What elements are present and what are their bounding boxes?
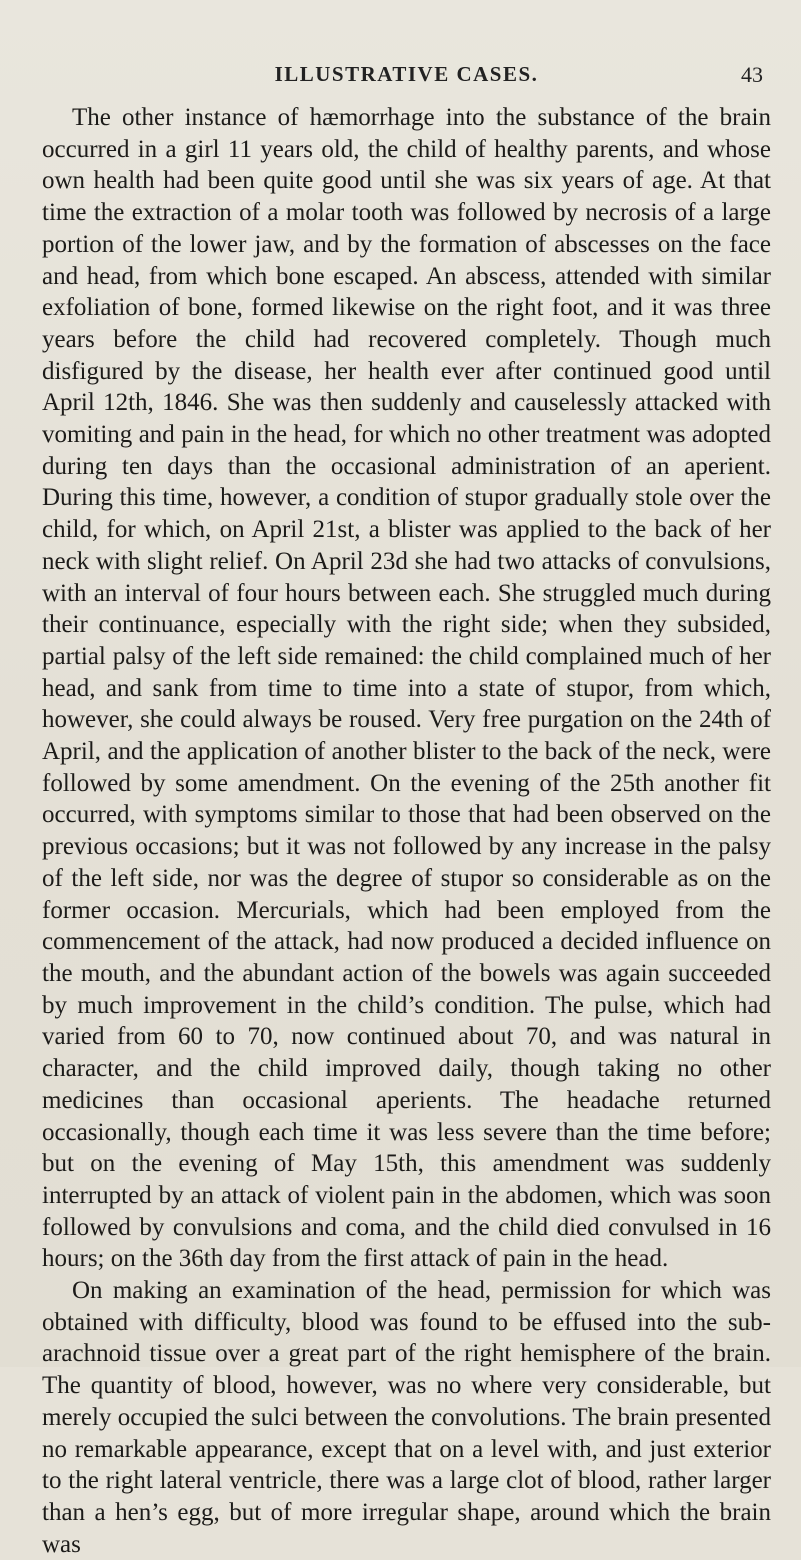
- running-title: ILLUSTRATIVE CASES.: [274, 62, 539, 86]
- body-text: [42, 102, 771, 1560]
- paragraph-case-history: The other instance of hæmorrhage into the substance of the brain occurred in a girl 11 years old, the child of healthy parents, and whose own health had been quite good until she was six years of age. At that time the extraction of a molar tooth was followed by necrosis of a large portion of the lower jaw, and by the formation of abscesses on the face and head, from which bone escaped. An abscess, attended with similar exfoliation of bone, formed likewise on the right foot, and it was three years before the child had recovered completely. Though much disfigured by the disease, her health ever after continued good until April 12th, 1846. She was then suddenly and causelessly attacked with vomiting and pain in the head, for which no other treatment was adopted during ten days than the occasional administration of an aperient. During this time, however, a condition of stupor gradually stole over the child, for which, on April 21st, a blister was applied to the back of her neck with slight relief. On April 23d she had two attacks of convulsions, with an interval of four hours between each. She struggled much during their continuance, especially with the right side; when they subsided, partial palsy of the left side remained: the child complained much of her head, and sank from time to time into a state of stupor, from which, however, she could always be roused. Very free purgation on the 24th of April, and the application of another blister to the back of the neck, were followed by some amendment. On the evening of the 25th another fit occurred, with symptoms similar to those that had been observed on the previous occasions; but it was not followed by any increase in the palsy of the left side, nor was the degree of stupor so considerable as on the former occasion. Mercurials, which had been employed from the commencement of the attack, had now produced a decided influence on the mouth, and the abundant action of the bowels was again succeeded by much improvement in the child’s condition. The pulse, which had varied from 60 to 70, now continued about 70, and was natural in character, and the child improved daily, though taking no other medicines than occasional aperients. The headache returned occasionally, though each time it was less severe than the time before; but on the evening of May 15th, this amendment was suddenly interrupted by an attack of violent pain in the abdomen, which was soon followed by convulsions and coma, and the child died convulsed in 16 hours; on the 36th day from the first attack of pain in the head.: [42, 104, 771, 1273]
- page-number: 43: [741, 62, 763, 87]
- running-head: [42, 62, 771, 102]
- paragraph-examination: On making an examination of the head, permission for which was obtained with difficulty, blood was found to be effused into the sub-arachnoid tissue over a great part of the right hemisphere of the brain. The quantity of blood, however, was no where very considerable, but merely occupied the sulci between the convolutions. The brain presented no remarkable appearance, except that on a level with, and just exterior to the right lateral ventricle, there was a large clot of blood, rather larger than a hen’s egg, but of more irregular shape, around which the brain was: [42, 1277, 771, 1558]
